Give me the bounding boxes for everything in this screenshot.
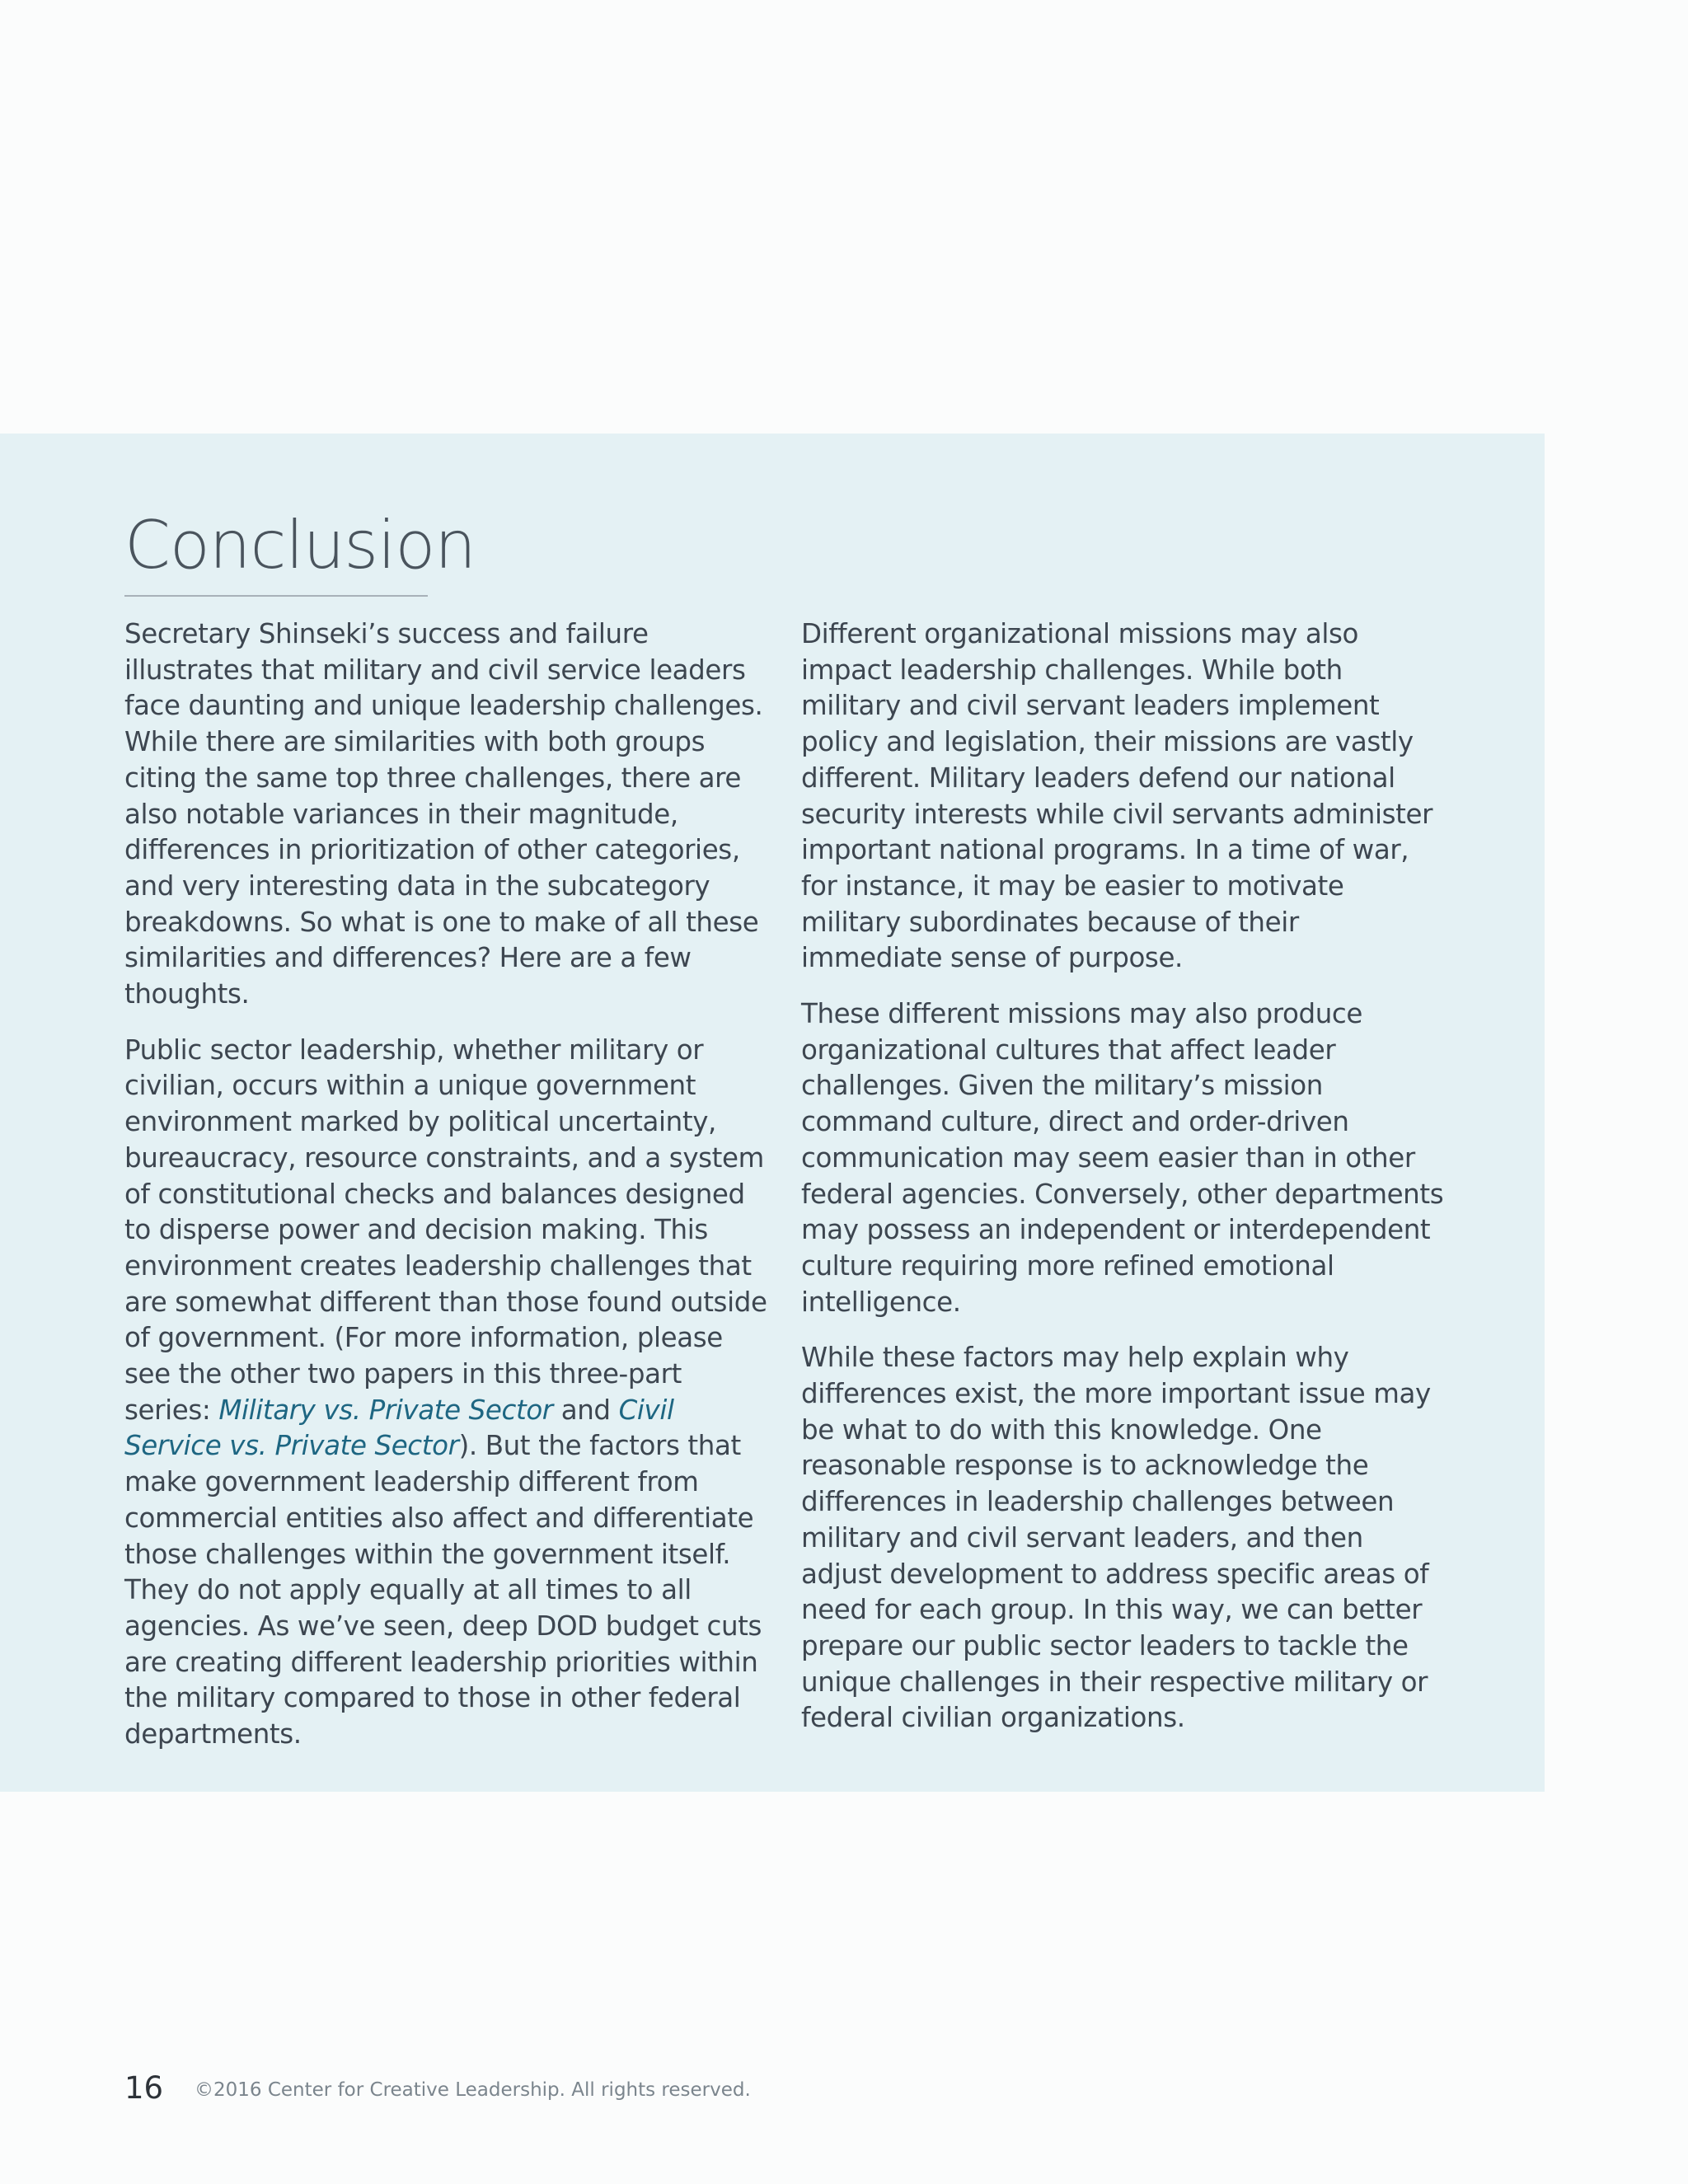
left-paragraph-2-and: and <box>552 1394 619 1426</box>
left-paragraph-2 <box>124 1033 767 1753</box>
page-number: 16 <box>124 2070 164 2106</box>
left-paragraph-1: Secretary Shinseki’s success and failure illustrates that military and civil service leaders face daunting and unique leadership challenges. While there are similarities with both groups citing the same top three challenges, there are also notable variances in their magnitude, differences in prioritization of other categories, and very interesting data in the subcategory breakdowns. So what is one to make of all these similarities and differences? Here are a few thoughts. <box>124 618 763 1010</box>
civil-service-vs-private-sector-link[interactable]: Civil Service vs. Private Sector <box>124 1394 674 1462</box>
left-paragraph-2-text-a: Public sector leadership, whether military or civilian, occurs within a unique government environment marked by political uncertainty, bureaucracy, resource constraints, and a system of constitutional checks and balances designed to disperse power and decision making. This environment creates leadership challenges that are somewhat different than those found outside of government. (For more information, please see the other two papers in this three-part series: <box>124 1033 767 1426</box>
right-text-column <box>801 616 1444 1756</box>
right-paragraph-3: While these factors may help explain why differences exist, the more important issue may be what to do with this knowledge. One reasonable response is to acknowledge the differences in leadership challenges between military and civil servant leaders, and then adjust development to address specific areas of need for each group. In this way, we can better prepare our public sector leaders to tackle the unique challenges in their respective military or federal civilian organizations. <box>801 1342 1431 1734</box>
title-underline-divider <box>124 595 428 597</box>
left-text-column <box>124 616 767 1773</box>
section-title: Conclusion <box>124 507 476 583</box>
right-paragraph-2: These different missions may also produce organizational cultures that affect leader challenges. Given the military’s mission command culture, direct and order-driven communication may seem easier than in other federal agencies. Conversely, other departments may possess an independent or interdependent culture requiring more refined emotional intelligence. <box>801 998 1444 1318</box>
copyright-notice: ©2016 Center for Creative Leadership. All rights reserved. <box>195 2079 751 2101</box>
right-paragraph-1: Different organizational missions may also impact leadership challenges. While both military and civil servant leaders implement policy and legislation, their missions are vastly different. Military leaders defend our national security interests while civil servants administer important national programs. In a time of war, for instance, it may be easier to motivate military subordinates because of their immediate sense of purpose. <box>801 618 1433 974</box>
military-vs-private-sector-link[interactable]: Military vs. Private Sector <box>218 1394 553 1426</box>
left-paragraph-2-text-b: ). But the factors that make government leadership different from commercial entities also affect and differentiate those challenges within the government itself. They do not apply equally at all times to all agencies. As we’ve seen, deep DOD budget cuts are creating different leadership priorities within the military compared to those in other federal departments. <box>124 1430 762 1750</box>
